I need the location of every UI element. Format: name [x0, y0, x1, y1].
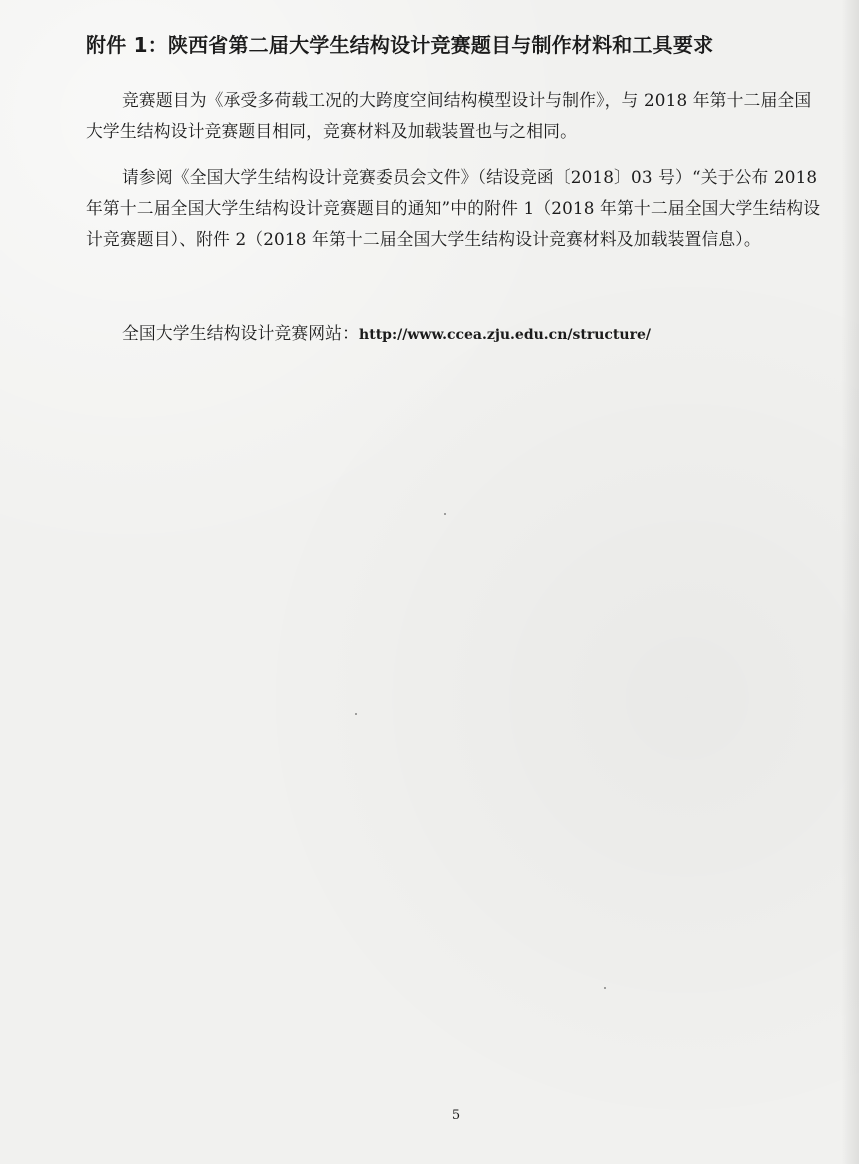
- competition-topic-paragraph: 竞赛题目为《承受多荷载工况的大跨度空间结构模型设计与制作》，与 2018 年第十二届全国大学生结构设计竞赛题目相同，竞赛材料及加载装置也与之相同。: [86, 90, 812, 142]
- reference-documents-paragraph: 请参阅《全国大学生结构设计竞赛委员会文件》（结设竞函〔2018〕03 号）“关于公布 2018 年第十二届全国大学生结构设计竞赛题目的通知”中的附件 1（2018 年第十二届全国大学生结构设计竞赛题目）、附件 2（2018 年第十二届全国大学生结构设计竞赛材料及加载装置信息）。: [86, 167, 821, 250]
- scan-speck: [355, 713, 357, 715]
- scan-speck: [444, 513, 446, 515]
- page-edge-shadow: [841, 0, 859, 1164]
- competition-website-paragraph: [86, 318, 821, 351]
- website-url: http://www.ccea.zju.edu.cn/structure/: [359, 327, 651, 343]
- scan-speck: [604, 987, 606, 989]
- document-heading: 附件 1：陕西省第二届大学生结构设计竞赛题目与制作材料和工具要求: [86, 33, 714, 57]
- website-label: 全国大学生结构设计竞赛网站：: [122, 323, 360, 343]
- page-number: 5: [451, 1108, 461, 1123]
